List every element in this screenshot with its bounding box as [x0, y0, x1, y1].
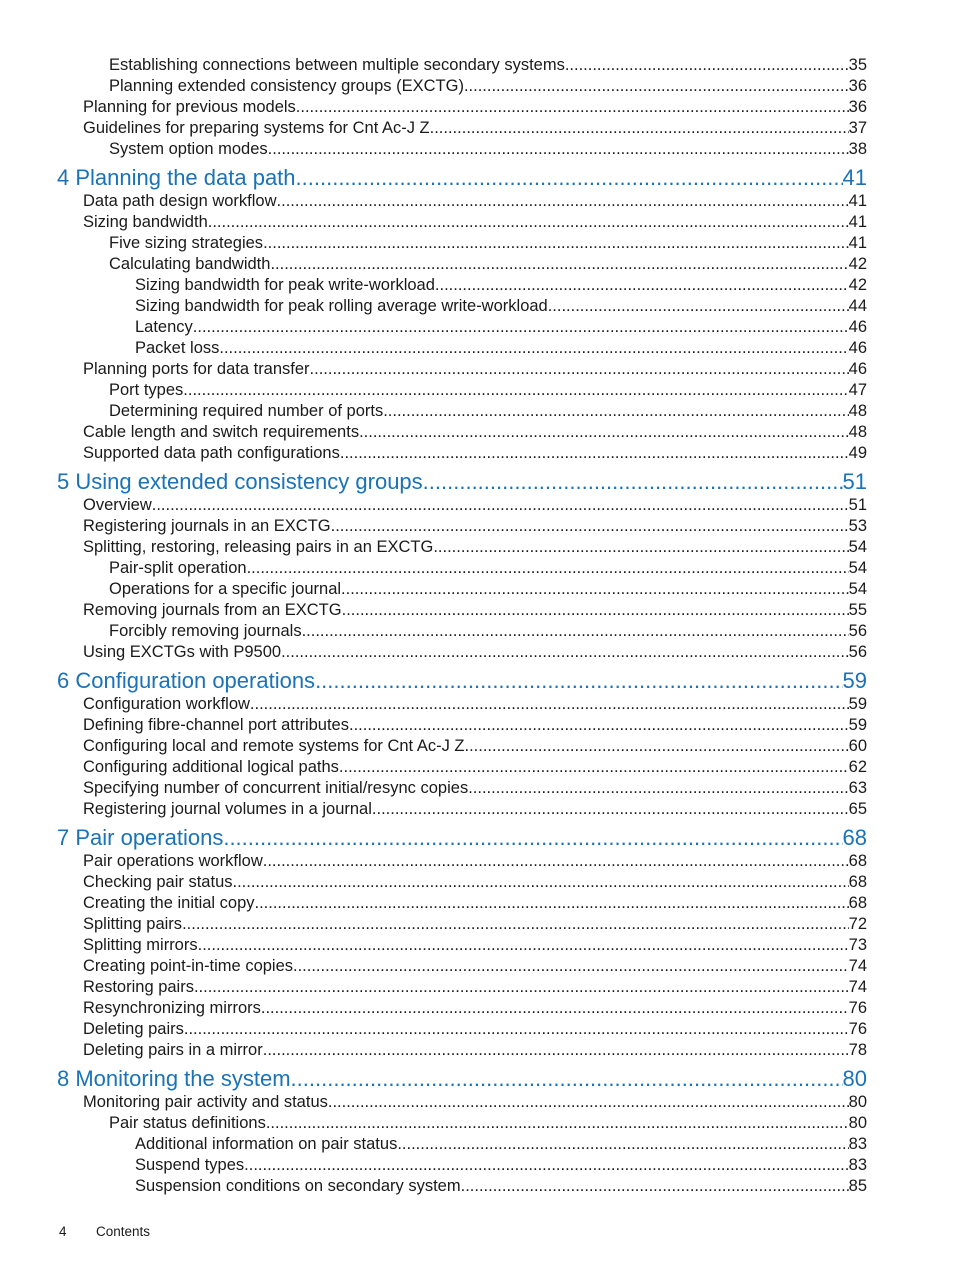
toc-dot-leader	[266, 1113, 849, 1134]
toc-entry-page: 85	[848, 1177, 867, 1195]
toc-dot-leader	[339, 757, 849, 778]
toc-entry[interactable]	[57, 579, 867, 600]
toc-entry[interactable]	[57, 935, 867, 956]
toc-dot-leader	[342, 600, 849, 621]
toc-entry-title: Planning extended consistency groups (EXCTG)	[109, 77, 464, 95]
toc-entry[interactable]	[57, 715, 867, 736]
toc-entry-page: 36	[848, 98, 867, 116]
toc-dot-leader	[341, 579, 849, 600]
toc-entry-title: 4 Planning the data path	[57, 165, 296, 190]
toc-entry-page: 46	[848, 360, 867, 378]
toc-dot-leader	[310, 359, 849, 380]
toc-entry-page: 38	[848, 140, 867, 158]
toc-dot-leader	[250, 694, 849, 715]
toc-dot-leader	[261, 998, 849, 1019]
toc-entry[interactable]	[57, 401, 867, 422]
toc-dot-leader	[247, 558, 849, 579]
toc-entry-page: 48	[848, 423, 867, 441]
toc-entry-title: Cable length and switch requirements	[83, 423, 360, 441]
toc-entry-page: 54	[848, 538, 867, 556]
toc-dot-leader	[281, 642, 849, 663]
toc-entry[interactable]	[57, 212, 867, 233]
toc-dot-leader	[198, 935, 849, 956]
toc-dot-leader	[397, 1134, 848, 1155]
toc-entry-title: Deleting pairs in a mirror	[83, 1041, 263, 1059]
toc-entry-title: Removing journals from an EXCTG	[83, 601, 342, 619]
toc-entry-title: Forcibly removing journals	[109, 622, 302, 640]
toc-entry-title: Defining fibre-channel port attributes	[83, 716, 349, 734]
toc-entry[interactable]	[57, 495, 867, 516]
toc-entry-page: 63	[848, 779, 867, 797]
toc-entry-title: Creating the initial copy	[83, 894, 255, 912]
toc-dot-leader	[263, 851, 849, 872]
toc-dot-leader	[464, 76, 849, 97]
toc-dot-leader	[263, 233, 849, 254]
toc-entry-title: Sizing bandwidth	[83, 213, 208, 231]
toc-entry-title: Packet loss	[135, 339, 220, 357]
toc-entry[interactable]	[57, 1155, 867, 1176]
toc-entry-page: 68	[848, 873, 867, 891]
toc-entry[interactable]	[57, 338, 867, 359]
toc-entry-title: System option modes	[109, 140, 268, 158]
toc-entry-page: 59	[848, 695, 867, 713]
toc-entry-title: Splitting mirrors	[83, 936, 198, 954]
toc-entry-title: Pair operations workflow	[83, 852, 263, 870]
toc-entry-title: Planning ports for data transfer	[83, 360, 310, 378]
toc-entry-page: 76	[848, 1020, 867, 1038]
toc-entry-page: 74	[848, 978, 867, 996]
toc-entry[interactable]	[57, 799, 867, 820]
toc-entry[interactable]	[57, 359, 867, 380]
toc-entry[interactable]	[57, 254, 867, 275]
toc-entry-page: 60	[848, 737, 867, 755]
toc-entry-page: 83	[848, 1135, 867, 1153]
toc-dot-leader	[302, 621, 849, 642]
toc-entry-title: Configuring additional logical paths	[83, 758, 339, 776]
toc-dot-leader	[182, 914, 849, 935]
toc-entry-page: 55	[848, 601, 867, 619]
toc-entry-title: Specifying number of concurrent initial/resync copies	[83, 779, 469, 797]
toc-entry[interactable]	[57, 998, 867, 1019]
toc-entry[interactable]	[57, 1019, 867, 1040]
toc-entry[interactable]	[57, 139, 867, 160]
toc-entry-page: 74	[848, 957, 867, 975]
toc-dot-leader	[291, 1063, 843, 1094]
toc-entry[interactable]	[57, 851, 867, 872]
toc-entry-title: Port types	[109, 381, 184, 399]
toc-entry[interactable]	[57, 1113, 867, 1134]
toc-entry[interactable]	[57, 97, 867, 118]
toc-entry[interactable]	[57, 443, 867, 464]
toc-entry[interactable]	[57, 1134, 867, 1155]
toc-dot-leader	[548, 296, 849, 317]
toc-entry-page: 49	[848, 444, 867, 462]
toc-dot-leader	[194, 977, 849, 998]
toc-entry-title: 5 Using extended consistency groups	[57, 469, 423, 494]
toc-dot-leader	[423, 466, 843, 497]
toc-entry-page: 51	[848, 496, 867, 514]
toc-chapter-entry[interactable]	[57, 1061, 867, 1094]
toc-entry-page: 56	[848, 622, 867, 640]
toc-entry[interactable]	[57, 1092, 867, 1113]
toc-entry-title: Splitting, restoring, releasing pairs in an EXCTG	[83, 538, 434, 556]
toc-entry-page: 56	[848, 643, 867, 661]
toc-entry[interactable]	[57, 380, 867, 401]
toc-entry-title: Deleting pairs	[83, 1020, 184, 1038]
toc-entry-page: 47	[848, 381, 867, 399]
page-footer	[59, 1224, 150, 1239]
toc-entry-title: Calculating bandwidth	[109, 255, 271, 273]
toc-entry-page: 41	[848, 234, 867, 252]
toc-entry[interactable]	[57, 600, 867, 621]
toc-entry[interactable]	[57, 757, 867, 778]
toc-entry-title: Operations for a specific journal	[109, 580, 342, 598]
toc-chapter-entry[interactable]	[57, 663, 867, 696]
toc-entry[interactable]	[57, 694, 867, 715]
toc-entry-page: 54	[848, 559, 867, 577]
toc-entry-title: Checking pair status	[83, 873, 233, 891]
toc-entry-page: 80	[848, 1093, 867, 1111]
toc-dot-leader	[183, 380, 848, 401]
toc-entry-title: Sizing bandwidth for peak write-workload	[135, 276, 435, 294]
toc-dot-leader	[270, 254, 848, 275]
toc-dot-leader	[184, 1019, 849, 1040]
toc-dot-leader	[277, 191, 849, 212]
toc-entry-page: 53	[848, 517, 867, 535]
toc-dot-leader	[263, 1040, 849, 1061]
toc-dot-leader	[349, 715, 849, 736]
toc-entry-page: 80	[848, 1114, 867, 1132]
toc-dot-leader	[296, 97, 849, 118]
toc-entry-title: Monitoring pair activity and status	[83, 1093, 328, 1111]
toc-entry[interactable]	[57, 642, 867, 663]
toc-dot-leader	[430, 118, 849, 139]
toc-dot-leader	[315, 665, 842, 696]
toc-dot-leader	[468, 778, 848, 799]
toc-entry-title: Determining required number of ports	[109, 402, 384, 420]
toc-entry[interactable]	[57, 317, 867, 338]
toc-entry-title: Suspension conditions on secondary system	[135, 1177, 461, 1195]
toc-entry[interactable]	[57, 977, 867, 998]
toc-dot-leader	[464, 736, 848, 757]
toc-entry-page: 41	[848, 213, 867, 231]
toc-entry-page: 41	[842, 165, 867, 190]
toc-entry-page: 35	[848, 56, 867, 74]
toc-entry[interactable]	[57, 1176, 867, 1197]
toc-entry[interactable]	[57, 1040, 867, 1061]
toc-entry-title: Additional information on pair status	[135, 1135, 398, 1153]
toc-entry-title: Sizing bandwidth for peak rolling average write-workload	[135, 297, 548, 315]
toc-entry-title: Splitting pairs	[83, 915, 183, 933]
toc-entry-page: 51	[842, 469, 867, 494]
toc-entry-title: Planning for previous models	[83, 98, 296, 116]
toc-entry[interactable]	[57, 621, 867, 642]
toc-chapter-entry[interactable]	[57, 464, 867, 497]
toc-dot-leader	[293, 956, 849, 977]
toc-dot-leader	[433, 537, 848, 558]
toc-entry-page: 59	[842, 668, 867, 693]
toc-entry[interactable]	[57, 55, 867, 76]
toc-entry-page: 68	[842, 825, 867, 850]
toc-entry-page: 54	[848, 580, 867, 598]
toc-entry-title: Creating point-in-time copies	[83, 957, 294, 975]
toc-entry[interactable]	[57, 233, 867, 254]
toc-entry-page: 37	[848, 119, 867, 137]
toc-entry-page: 46	[848, 339, 867, 357]
toc-entry-page: 65	[848, 800, 867, 818]
toc-entry-title: Configuration workflow	[83, 695, 250, 713]
toc-dot-leader	[233, 872, 849, 893]
toc-entry[interactable]	[57, 76, 867, 97]
toc-entry-page: 68	[848, 894, 867, 912]
toc-entry-page: 46	[848, 318, 867, 336]
toc-entry-title: Pair status definitions	[109, 1114, 266, 1132]
toc-dot-leader	[223, 822, 842, 853]
toc-entry[interactable]	[57, 537, 867, 558]
toc-dot-leader	[328, 1092, 849, 1113]
toc-dot-leader	[383, 401, 848, 422]
toc-entry[interactable]	[57, 296, 867, 317]
toc-entry-title: Guidelines for preparing systems for Cnt Ac-J Z	[83, 119, 430, 137]
toc-entry-title: 7 Pair operations	[57, 825, 224, 850]
toc-dot-leader	[359, 422, 849, 443]
toc-entry-title: Data path design workflow	[83, 192, 277, 210]
toc-entry-title: Supported data path configurations	[83, 444, 340, 462]
toc-dot-leader	[193, 317, 849, 338]
toc-entry-title: Using EXCTGs with P9500	[83, 643, 282, 661]
toc-entry[interactable]	[57, 191, 867, 212]
toc-dot-leader	[244, 1155, 848, 1176]
toc-dot-leader	[255, 893, 849, 914]
toc-entry[interactable]	[57, 118, 867, 139]
toc-entry-title: Restoring pairs	[83, 978, 194, 996]
toc-entry-page: 78	[848, 1041, 867, 1059]
toc-entry-title: Establishing connections between multiple secondary systems	[109, 56, 565, 74]
toc-entry[interactable]	[57, 558, 867, 579]
toc-entry-title: Configuring local and remote systems for Cnt Ac-J Z	[83, 737, 465, 755]
toc-entry-title: Five sizing strategies	[109, 234, 264, 252]
toc-entry-title: Latency	[135, 318, 193, 336]
toc-dot-leader	[461, 1176, 849, 1197]
toc-dot-leader	[372, 799, 849, 820]
toc-entry-page: 36	[848, 77, 867, 95]
toc-entry-title: 8 Monitoring the system	[57, 1066, 291, 1091]
toc-chapter-entry[interactable]	[57, 160, 867, 193]
toc-entry-page: 62	[848, 758, 867, 776]
toc-dot-leader	[340, 443, 849, 464]
toc-entry[interactable]	[57, 914, 867, 935]
toc-entry[interactable]	[57, 736, 867, 757]
toc-dot-leader	[219, 338, 848, 359]
toc-entry-page: 72	[848, 915, 867, 933]
toc-entry-title: Pair-split operation	[109, 559, 247, 577]
toc-entry-page: 44	[848, 297, 867, 315]
toc-entry-page: 59	[848, 716, 867, 734]
table-of-contents	[57, 55, 867, 1197]
toc-dot-leader	[296, 162, 843, 193]
toc-entry-page: 42	[848, 255, 867, 273]
toc-entry-title: 6 Configuration operations	[57, 668, 316, 693]
toc-entry-page: 42	[848, 276, 867, 294]
toc-entry-title: Registering journals in an EXCTG	[83, 517, 331, 535]
toc-entry-page: 41	[848, 192, 867, 210]
toc-dot-leader	[435, 275, 849, 296]
toc-dot-leader	[268, 139, 849, 160]
toc-entry[interactable]	[57, 275, 867, 296]
toc-entry-page: 83	[848, 1156, 867, 1174]
toc-entry[interactable]	[57, 422, 867, 443]
toc-dot-leader	[565, 55, 849, 76]
toc-entry-title: Resynchronizing mirrors	[83, 999, 261, 1017]
toc-entry-title: Registering journal volumes in a journal	[83, 800, 372, 818]
toc-entry-page: 48	[848, 402, 867, 420]
toc-entry-page: 80	[842, 1066, 867, 1091]
toc-entry[interactable]	[57, 893, 867, 914]
toc-entry[interactable]	[57, 778, 867, 799]
toc-entry[interactable]	[57, 516, 867, 537]
toc-entry-page: 76	[848, 999, 867, 1017]
toc-entry-title: Suspend types	[135, 1156, 245, 1174]
toc-entry[interactable]	[57, 872, 867, 893]
toc-dot-leader	[331, 516, 849, 537]
toc-dot-leader	[152, 495, 849, 516]
toc-chapter-entry[interactable]	[57, 820, 867, 853]
toc-entry-title: Overview	[83, 496, 152, 514]
toc-entry[interactable]	[57, 956, 867, 977]
page-number: 4	[59, 1224, 67, 1239]
toc-entry-page: 73	[848, 936, 867, 954]
toc-dot-leader	[208, 212, 849, 233]
footer-section-label: Contents	[96, 1224, 151, 1239]
toc-entry-page: 68	[848, 852, 867, 870]
